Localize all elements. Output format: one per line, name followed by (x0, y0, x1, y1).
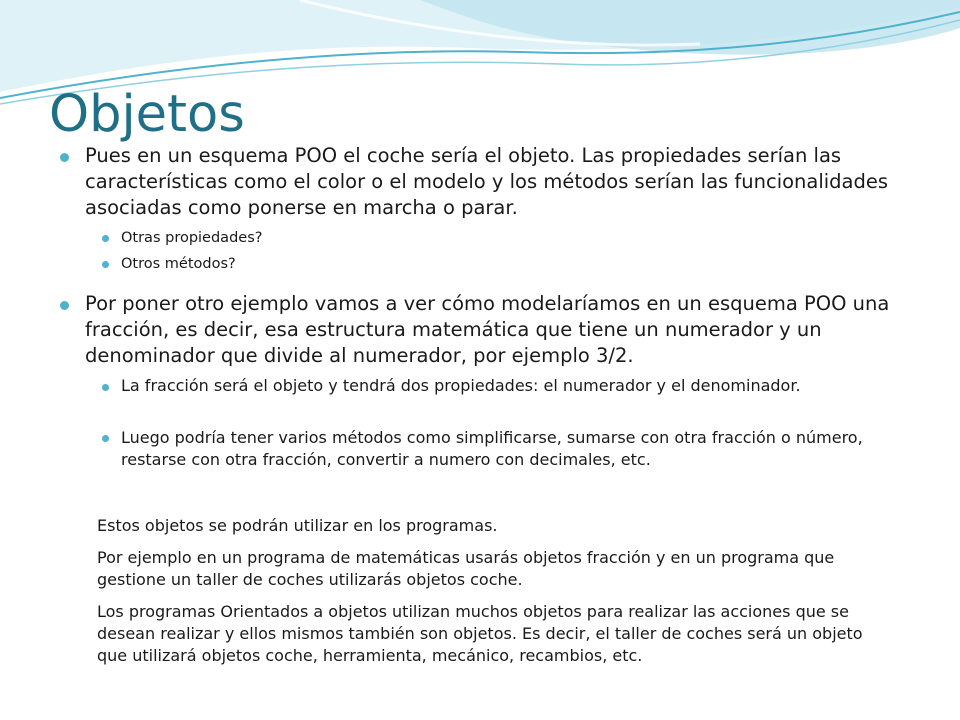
sub-bullet-marker (102, 261, 109, 268)
sub-bullet-marker (102, 235, 109, 242)
sub-bullet-marker (102, 435, 109, 442)
sub-bullet-text: Otras propiedades? (121, 230, 263, 246)
sub-bullet-marker (102, 384, 109, 391)
bullet-text: Por poner otro ejemplo vamos a ver cómo modelaríamos en un esquema POO una fracción, es decir, esa estructura matemática que tiene un numerador y un denominador que divide al numerador, por ejemplo 3/2. (85, 292, 890, 367)
sub-bullet-text: La fracción será el objeto y tendrá dos propiedades: el numerador y el denominador. (121, 376, 801, 395)
paragraph: Los programas Orientados a objetos utilizan muchos objetos para realizar las acciones que se desean realizar y ellos mismos también son objetos. Es decir, el taller de coches será un objeto que utilizará objetos coche, herramienta, mecánico, recambios, etc. (97, 602, 863, 665)
paragraph: Estos objetos se podrán utilizar en los programas. (97, 516, 498, 535)
slide-title: Objetos (49, 85, 245, 144)
sub-bullet-text: Otros métodos? (121, 256, 236, 272)
bullet-marker (60, 153, 69, 162)
sub-bullet-text: Luego podría tener varios métodos como simplificarse, sumarse con otra fracción o número, restarse con otra fracción, convertir a numero con decimales, etc. (121, 428, 863, 469)
paragraph: Por ejemplo en un programa de matemáticas usarás objetos fracción y en un programa que gestione un taller de coches utilizarás objetos coche. (97, 548, 835, 589)
bullet-marker (60, 301, 69, 310)
bullet-text: Pues en un esquema POO el coche sería el objeto. Las propiedades serían las características como el color o el modelo y los métodos serían las funcionalidades asociadas como ponerse en marcha o parar. (85, 144, 889, 219)
